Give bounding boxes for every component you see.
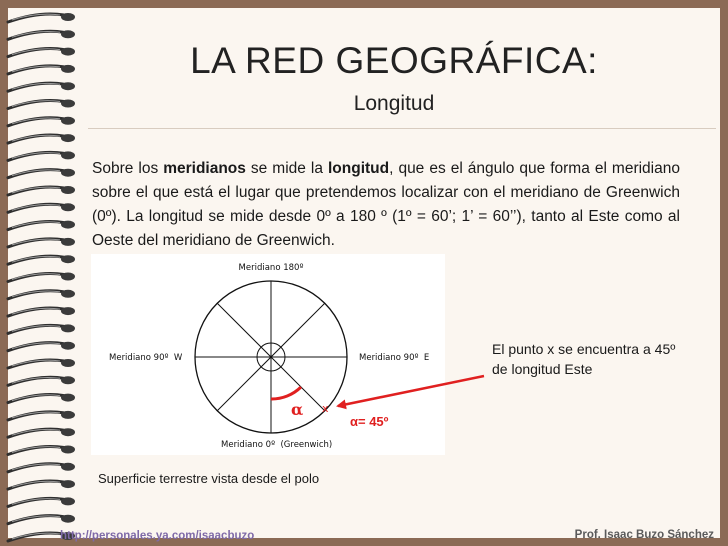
slide-title: LA RED GEOGRÁFICA: [190, 40, 598, 81]
spiral-ring [8, 497, 75, 506]
spiral-ring [8, 463, 75, 472]
spiral-ring [8, 307, 75, 316]
slide-subtitle: Longitud [353, 92, 435, 115]
body-bold-longitud: longitud [328, 160, 390, 177]
longitude-diagram [91, 254, 445, 455]
spiral-ring [8, 359, 75, 368]
body-bold-meridianos: meridianos [163, 160, 246, 177]
body-text-1: Sobre los [92, 160, 164, 177]
angle-value: α= 45º [350, 414, 389, 429]
spiral-ring [8, 411, 75, 420]
footer-author: Prof. Isaac Buzo Sánchez [574, 529, 714, 541]
spiral-ring [8, 82, 75, 91]
spiral-ring [8, 117, 75, 126]
label-meridian-0: Meridiano 0º (Greenwich) [221, 440, 333, 450]
label-meridian-90e: Meridiano 90º E [359, 353, 430, 363]
spiral-ring [8, 428, 75, 437]
spiral-ring [8, 134, 75, 143]
spiral-ring [8, 238, 75, 247]
spiral-ring [8, 186, 75, 195]
diagram-caption: Superficie terrestre vista desde el polo [98, 471, 320, 486]
spiral-ring [8, 324, 75, 333]
footer-url-link[interactable]: http://personales.ya.com/isaacbuzo [60, 530, 255, 542]
body-paragraph [92, 157, 680, 253]
spiral-ring [8, 342, 75, 351]
spiral-ring [8, 446, 75, 455]
label-meridian-90w: Meridiano 90º W [109, 353, 183, 363]
title-divider [88, 128, 716, 129]
spiral-ring [8, 290, 75, 299]
spiral-ring [8, 151, 75, 160]
point-x-label: x [322, 402, 329, 415]
annotation-note: El punto x se encuentra a 45º de longitud Este [492, 341, 676, 377]
spiral-ring [8, 203, 75, 212]
spiral-ring [8, 169, 75, 178]
spiral-ring [8, 273, 75, 282]
spiral-ring [8, 480, 75, 489]
label-meridian-180: Meridiano 180º [238, 263, 304, 273]
spiral-ring [8, 376, 75, 385]
body-text-3: , que es el ángulo que forma el meridiano sobre el que está el lugar que pretendemos localizar con el meridiano de Greenwich (0º). La longitud se mide desde 0º a 180 º (1º = 60’; 1’ = 60’’), tanto al Este como al Oeste del meridiano de Greenwich. [92, 160, 680, 249]
alpha-symbol: α [291, 400, 304, 419]
spiral-ring [8, 30, 75, 39]
body-text-2: se mide la [245, 160, 328, 177]
spiral-ring [8, 221, 75, 230]
spiral-ring [8, 394, 75, 403]
spiral-ring [8, 13, 75, 22]
spiral-ring [8, 515, 75, 524]
spiral-ring [8, 255, 75, 264]
